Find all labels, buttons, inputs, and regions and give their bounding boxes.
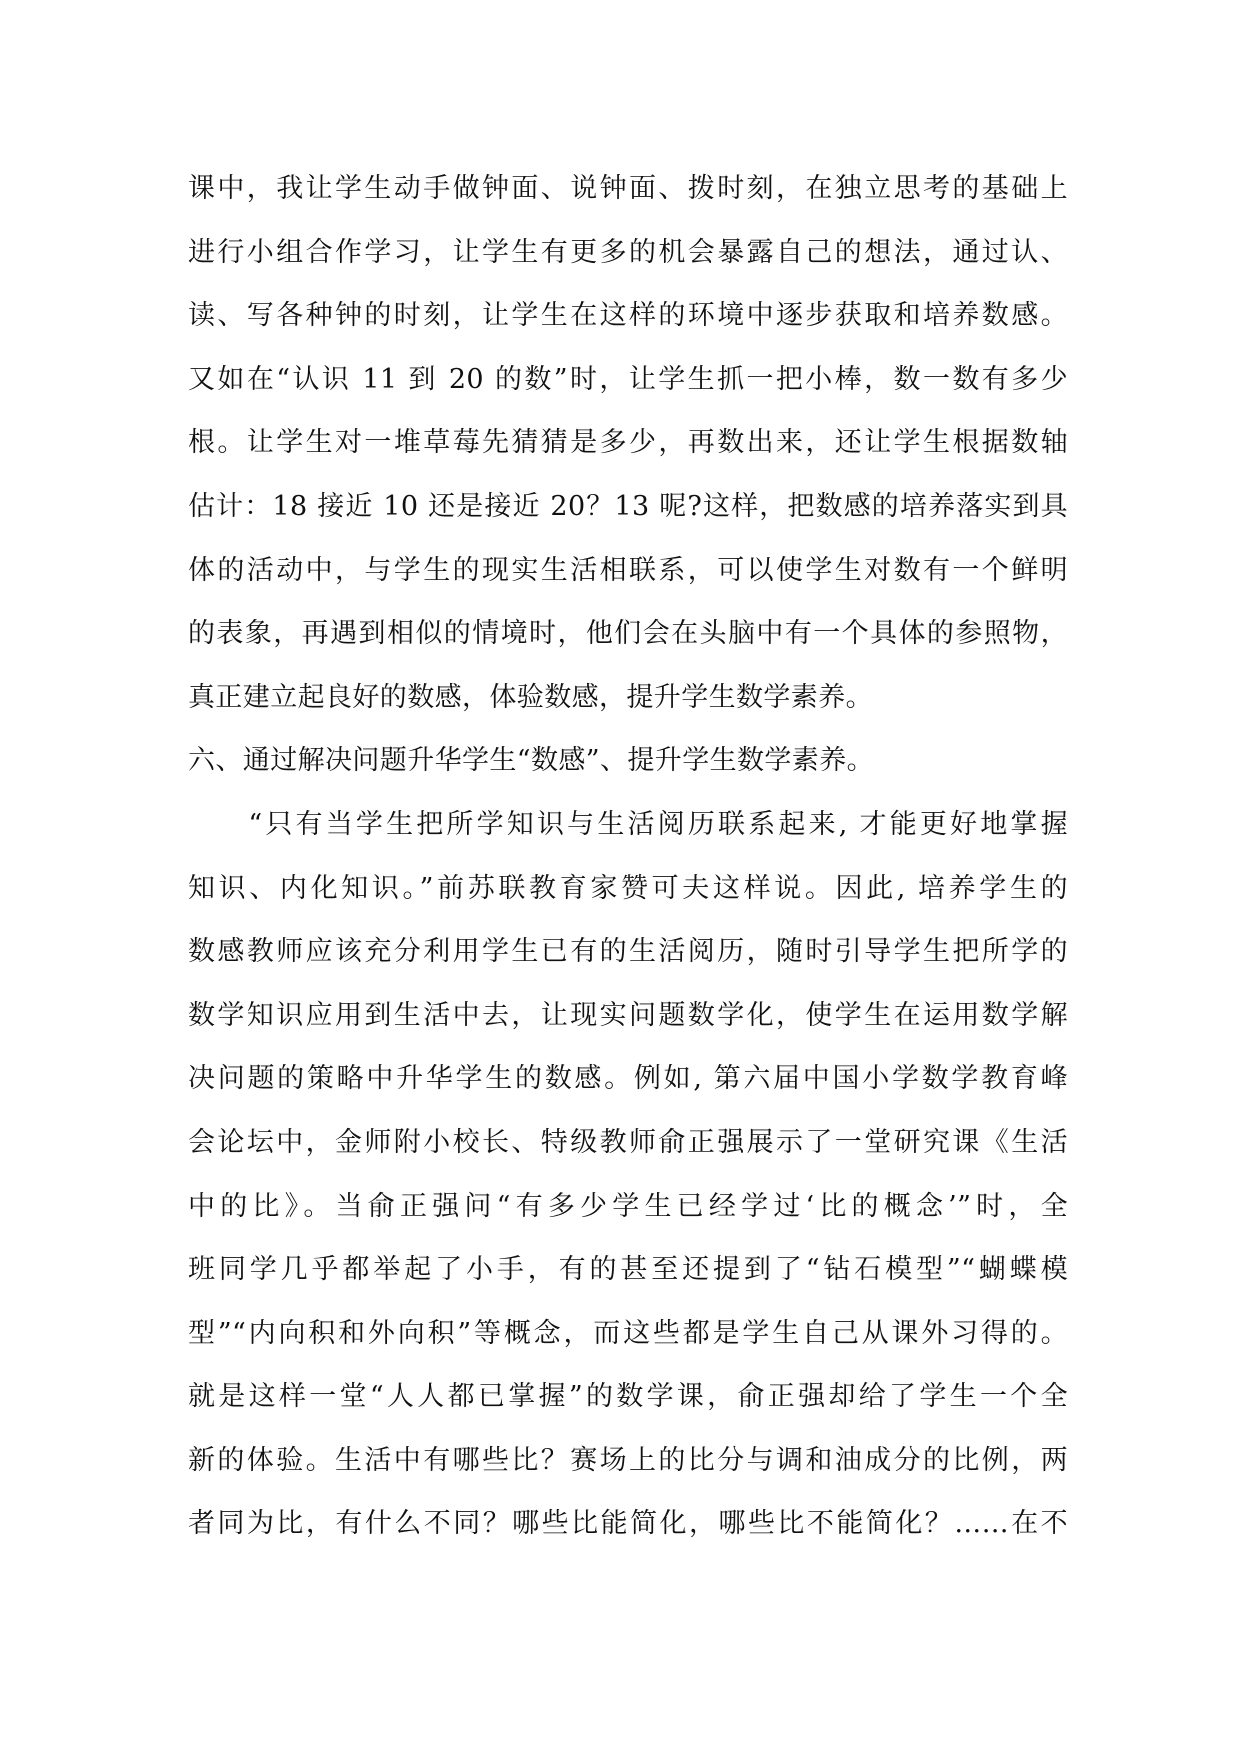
text-line: 又如在“认识 11 到 20 的数”时，让学生抓一把小棒，数一数有多少: [188, 363, 1068, 395]
text-line: 会论坛中，金师附小校长、特级教师俞正强展示了一堂研究课《生活: [188, 1126, 1068, 1158]
text-line: 根。让学生对一堆草莓先猜猜是多少，再数出来，还让学生根据数轴: [188, 427, 1068, 459]
body-text: [188, 157, 1068, 1556]
text-line: 的表象，再遇到相似的情境时，他们会在头脑中有一个具体的参照物，: [188, 618, 1068, 650]
text-line: 者同为比，有什么不同？哪些比能简化，哪些比不能简化？……在不: [188, 1508, 1068, 1540]
text-line: “只有当学生把所学知识与生活阅历联系起来, 才能更好地掌握: [188, 808, 1068, 840]
text-line: 读、写各种钟的时刻，让学生在这样的环境中逐步获取和培养数感。: [188, 300, 1068, 332]
text-line-heading: 真正建立起良好的数感，体验数感，提升学生数学素养。: [188, 681, 873, 713]
text-line: 体的活动中，与学生的现实生活相联系，可以使学生对数有一个鲜明: [188, 554, 1068, 586]
text-line: 课中，我让学生动手做钟面、说钟面、拨时刻，在独立思考的基础上: [188, 173, 1068, 204]
text-line: 就是这样一堂“人人都已掌握”的数学课，俞正强却给了学生一个全: [188, 1381, 1068, 1413]
text-line-heading: 六、通过解决问题升华学生“数感”、提升学生数学素养。: [188, 745, 875, 777]
text-line: 班同学几乎都举起了小手，有的甚至还提到了“钻石模型”“蝴蝶模: [188, 1254, 1068, 1286]
text-line: 型”“内向积和外向积”等概念，而这些都是学生自己从课外习得的。: [188, 1317, 1068, 1349]
text-line: 数学知识应用到生活中去，让现实问题数学化，使学生在运用数学解: [188, 999, 1068, 1031]
text-line: 数感教师应该充分利用学生已有的生活阅历，随时引导学生把所学的: [188, 936, 1068, 968]
text-line: 估计：18 接近 10 还是接近 20？13 呢?这样，把数感的培养落实到具: [188, 490, 1068, 522]
text-line: 进行小组合作学习，让学生有更多的机会暴露自己的想法，通过认、: [188, 236, 1068, 268]
text-line: 新的体验。生活中有哪些比？赛场上的比分与调和油成分的比例，两: [188, 1444, 1068, 1476]
text-line: 知识、内化知识。”前苏联教育家赞可夫这样说。因此, 培养学生的: [188, 872, 1068, 904]
text-line: 决问题的策略中升华学生的数感。例如, 第六届中国小学数学教育峰: [188, 1063, 1068, 1095]
text-line: 中的比》。当俞正强问“有多少学生已经学过‘比的概念’”时，全: [188, 1190, 1068, 1222]
